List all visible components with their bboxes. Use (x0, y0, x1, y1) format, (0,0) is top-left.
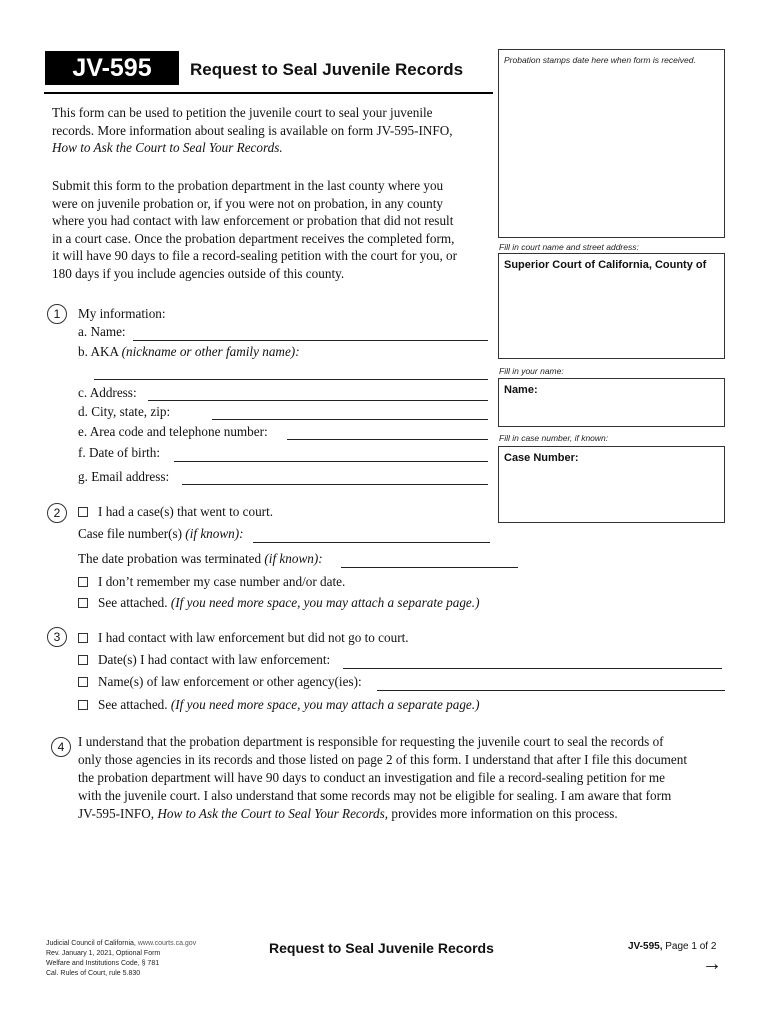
case-file-input[interactable] (253, 542, 490, 543)
city-state-zip-label: d. City, state, zip: (78, 404, 171, 419)
went-to-court-checkbox[interactable] (78, 507, 88, 517)
footer-council-line (46, 939, 196, 949)
agency-names-label: Name(s) of law enforcement or other agency(ies): (98, 674, 362, 689)
see-attached-note-3: (If you need more space, you may attach a separate page.) (170, 697, 480, 712)
contact-dates-checkbox[interactable] (78, 655, 88, 665)
court-name-label: Fill in court name and street address: (499, 242, 639, 252)
section-4-line5-italic: How to Ask the Court to Seal Your Records, (157, 806, 389, 821)
city-state-zip-input[interactable] (212, 419, 488, 420)
aka-label (78, 344, 300, 360)
footer-form-ref: JV-595, (628, 941, 663, 952)
dob-input[interactable] (174, 461, 488, 462)
intro-p2-line6: 180 days if you include agencies outside of this county. (52, 265, 345, 281)
dont-remember-checkbox[interactable] (78, 577, 88, 587)
aka-input[interactable] (94, 379, 488, 380)
footer-page-ref (628, 941, 716, 952)
footer-rule: Cal. Rules of Court, rule 5.830 (46, 970, 141, 977)
footer-url[interactable]: www.courts.ca.gov (137, 940, 197, 947)
intro-p2-line3: where you had contact with law enforcement or probation that did not result (52, 213, 454, 228)
intro-p1-line1: This form can be used to petition the juvenile court to seal your juvenile (52, 105, 433, 120)
date-terminated-label (78, 551, 323, 567)
went-to-court-label: I had a case(s) that went to court. (98, 504, 274, 519)
date-terminated-label-note: (if known): (264, 551, 323, 566)
phone-label: e. Area code and telephone number: (78, 424, 268, 439)
footer-council: Judicial Council of California, (46, 940, 136, 947)
contact-no-court-label: I had contact with law enforcement but did not go to court. (98, 630, 409, 645)
see-attached-text-2: See attached. (98, 595, 168, 610)
footer-rev: Rev. January 1, 2021, Optional Form (46, 950, 161, 957)
agency-names-input[interactable] (377, 690, 725, 691)
address-input[interactable] (148, 400, 488, 401)
case-file-label-note: (if known): (185, 526, 244, 541)
case-file-label (78, 526, 244, 542)
next-page-arrow-icon[interactable]: → (702, 953, 722, 975)
probation-stamp-box (498, 49, 725, 238)
section-3-number: 3 (47, 627, 67, 647)
contact-dates-label: Date(s) I had contact with law enforcement: (98, 652, 331, 667)
email-input[interactable] (182, 484, 488, 485)
your-name-box[interactable] (498, 378, 725, 427)
section-4-line5 (78, 805, 738, 823)
case-number-value: Case Number: (504, 452, 579, 464)
court-name-value: Superior Court of California, County of (504, 259, 707, 271)
dont-remember-label: I don’t remember my case number and/or date. (98, 574, 346, 589)
dob-label: f. Date of birth: (78, 445, 161, 460)
agency-names-checkbox[interactable] (78, 677, 88, 687)
form-id-badge: JV-595 (45, 51, 179, 85)
your-name-value: Name: (504, 384, 538, 396)
section-4-line1: I understand that the probation department is responsible for requesting the juvenile court to seal the records of (78, 734, 664, 749)
intro-p2-line5: it will have 90 days to file a record-sealing petition with the court for you, or (52, 248, 458, 263)
see-attached-note-2: (If you need more space, you may attach a separate page.) (170, 595, 480, 610)
contact-dates-input[interactable] (343, 668, 722, 669)
section-1-number: 1 (47, 304, 67, 324)
footer-left (46, 939, 196, 979)
section-4-number: 4 (51, 737, 71, 757)
case-file-label-text: Case file number(s) (78, 526, 182, 541)
date-terminated-input[interactable] (341, 567, 518, 568)
email-label: g. Email address: (78, 469, 170, 484)
section-4-line5-pre: JV-595-INFO, (78, 806, 155, 821)
see-attached-checkbox-2[interactable] (78, 598, 88, 608)
section-1-heading: My information: (78, 306, 166, 321)
address-label: c. Address: (78, 385, 137, 400)
footer-page-number: Page 1 of 2 (665, 941, 717, 952)
intro-paragraph-2 (52, 177, 492, 282)
intro-paragraph-1 (52, 104, 492, 157)
contact-no-court-checkbox[interactable] (78, 633, 88, 643)
header-rule (44, 92, 493, 94)
form-title: Request to Seal Juvenile Records (190, 60, 464, 79)
aka-label-text: b. AKA (78, 344, 119, 359)
phone-input[interactable] (287, 439, 488, 440)
name-label: a. Name: (78, 324, 126, 339)
intro-p2-line2: were on juvenile probation or, if you were not on probation, in any county (52, 195, 443, 211)
name-input[interactable] (133, 340, 488, 341)
see-attached-label-2 (98, 595, 479, 611)
section-4-line4: with the juvenile court. I also understand that some records may not be eligible for sealing. I am aware that form (78, 788, 672, 803)
intro-p2-line4: in a court case. Once the probation department receives the completed form, (52, 230, 455, 246)
your-name-label: Fill in your name: (499, 366, 564, 376)
see-attached-text-3: See attached. (98, 697, 168, 712)
section-4-line2: only those agencies in its records and those listed on page 2 of this form. I understand that after I file this document (78, 752, 688, 767)
intro-p1-line3: How to Ask the Court to Seal Your Records. (52, 140, 283, 155)
see-attached-checkbox-3[interactable] (78, 700, 88, 710)
section-4-line5-post: provides more information on this process. (391, 806, 618, 821)
case-number-box[interactable] (498, 446, 725, 523)
case-number-label: Fill in case number, if known: (499, 433, 609, 443)
section-4-text (78, 733, 738, 823)
footer-title: Request to Seal Juvenile Records (269, 940, 494, 956)
court-name-box[interactable] (498, 253, 725, 359)
aka-label-note: (nickname or other family name): (121, 344, 300, 359)
see-attached-label-3 (98, 697, 479, 713)
footer-code: Welfare and Institutions Code, § 781 (46, 960, 160, 967)
intro-p1-line2: records. More information about sealing is available on form JV-595-INFO, (52, 122, 453, 138)
date-terminated-label-text: The date probation was terminated (78, 551, 262, 566)
section-2-number: 2 (47, 503, 67, 523)
probation-stamp-label: Probation stamps date here when form is received. (504, 55, 696, 65)
section-4-line3: the probation department will have 90 days to conduct an investigation and file a record-sealing petition for me (78, 770, 666, 785)
intro-p2-line1: Submit this form to the probation department in the last county where you (52, 178, 444, 193)
